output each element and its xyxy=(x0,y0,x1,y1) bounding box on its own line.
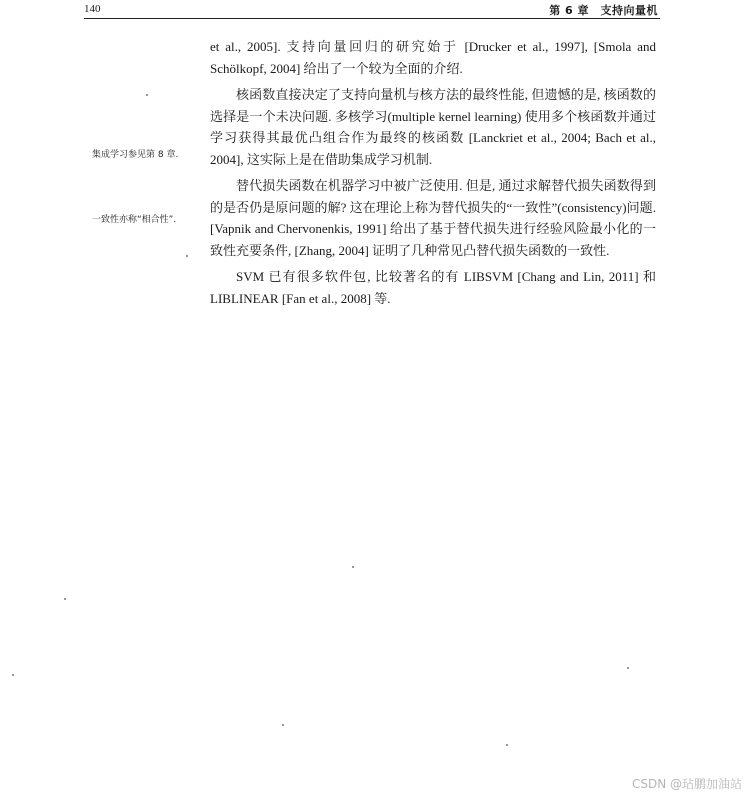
margin-note-consistency: 一致性亦称“相合性”. xyxy=(92,215,177,225)
scan-speck xyxy=(506,744,508,746)
scan-speck xyxy=(146,94,148,96)
paragraph-svm-software: SVM 已有很多软件包, 比较著名的有 LIBSVM [Chang and Lin, 2011] 和 LIBLINEAR [Fan et al., 2008] 等. xyxy=(210,269,656,306)
scan-speck xyxy=(12,674,14,676)
scan-speck xyxy=(352,566,354,568)
chapter-title: 第 6 章 支持向量机 xyxy=(549,4,658,17)
scan-speck xyxy=(186,255,188,257)
scan-speck xyxy=(64,598,66,600)
paragraph-surrogate-loss: 替代损失函数在机器学习中被广泛使用. 但是, 通过求解替代损失函数得到的是否仍是原问题的解? 这在理论上称为替代损失的“一致性”(consistency)问题. [Vapnik and Chervonenkis, 1991] 给出了基于替代损失进行经验风险最小化的一致性充要条件, [Zhang, 2004] 证明了几种常见凸替代损失函数的一致性. xyxy=(210,178,656,258)
scan-speck xyxy=(627,667,629,669)
margin-note-ensemble: 集成学习参见第 8 章. xyxy=(92,150,179,160)
paragraph-svr-references: et al., 2005]. 支持向量回归的研究始于 [Drucker et al., 1997], [Smola and Schölkopf, 2004] 给出了一个较为全面的介绍. xyxy=(210,39,656,76)
watermark: CSDN @玷鹏加油站 xyxy=(631,777,742,791)
scan-speck xyxy=(282,724,284,726)
body-text xyxy=(210,36,656,314)
page-header xyxy=(84,2,660,19)
page-number: 140 xyxy=(84,3,101,15)
paragraph-multiple-kernel: 核函数直接决定了支持向量机与核方法的最终性能, 但遗憾的是, 核函数的选择是一个未决问题. 多核学习(multiple kernel learning) 使用多个核函数并通过学习获得其最优凸组合作为最终的核函数 [Lanckriet et al., 2004; Bach et al., 2004], 这实际上是在借助集成学习机制. xyxy=(210,87,656,167)
